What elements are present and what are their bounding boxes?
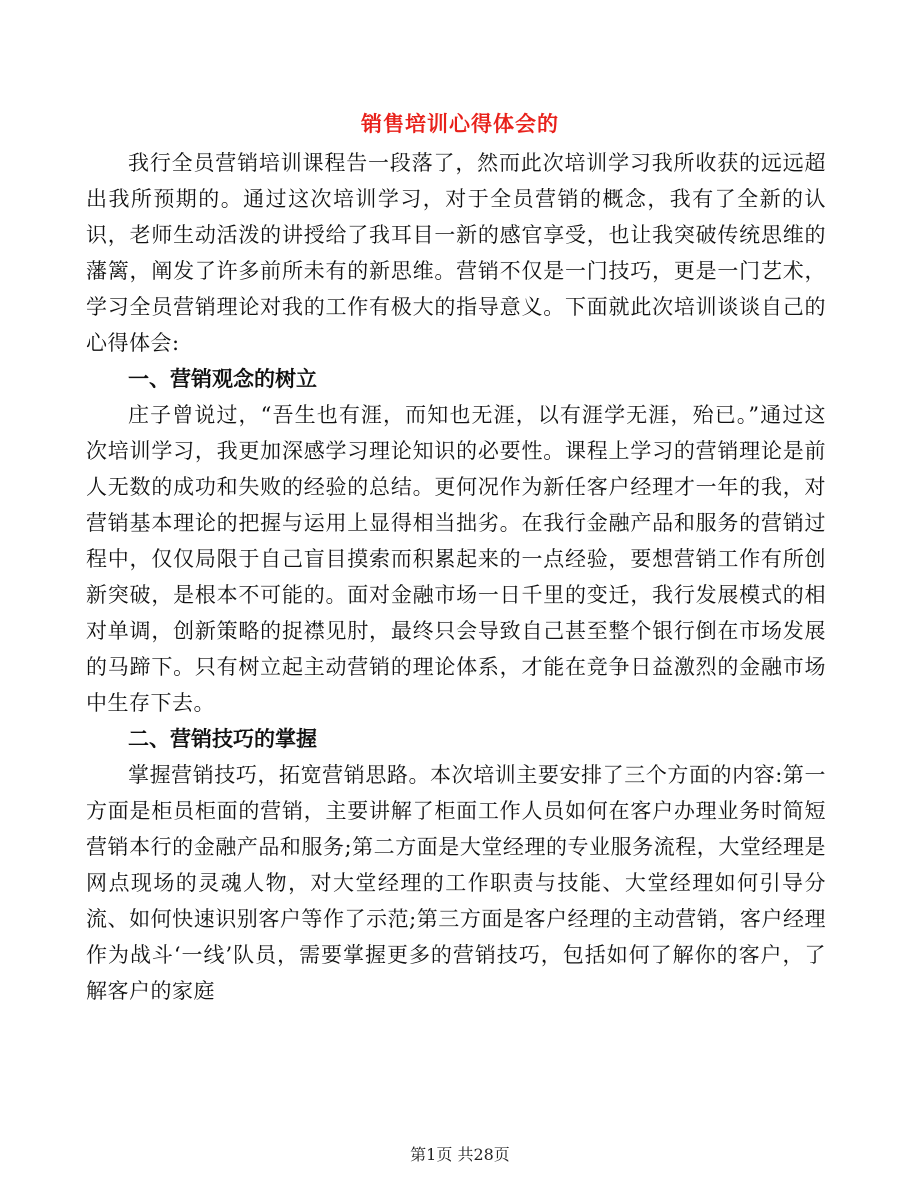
section-heading-2: 二、营销技巧的掌握: [128, 727, 317, 751]
paragraph-intro: 我行全员营销培训课程告一段落了，然而此次培训学习我所收获的远远超出我所预期的。通过这次培训学习，对于全员营销的概念，我有了全新的认识，老师生动活泼的讲授给了我耳目一新的感官享受，也让我突破传统思维的藩篱，阐发了许多前所未有的新思维。营销不仅是一门技巧，更是一门艺术，学习全员营销理论对我的工作有极大的指导意义。下面就此次培训谈谈自己的心得体会:: [86, 151, 826, 355]
section-heading-1: 一、营销观念的树立: [128, 367, 317, 391]
page-number-footer: 第1页 共28页: [410, 1145, 510, 1164]
paragraph-section-1: 庄子曾说过，“吾生也有涯，而知也无涯，以有涯学无涯，殆已。”通过这次培训学习，我更加深感学习理论知识的必要性。课程上学习的营销理论是前人无数的成功和失败的经验的总结。更何况作为新任客户经理才一年的我，对营销基本理论的把握与运用上显得相当拙劣。在我行金融产品和服务的营销过程中，仅仅局限于自己盲目摸索而积累起来的一点经验，要想营销工作有所创新突破，是根本不可能的。面对金融市场一日千里的变迁，我行发展模式的相对单调，创新策略的捉襟见肘，最终只会导致自己甚至整个银行倒在市场发展的马蹄下。只有树立起主动营销的理论体系，才能在竞争日益激烈的金融市场中生存下去。: [86, 403, 826, 715]
document-title: 销售培训心得体会的: [361, 112, 559, 136]
paragraph-section-2: 掌握营销技巧，拓宽营销思路。本次培训主要安排了三个方面的内容:第一方面是柜员柜面的营销，主要讲解了柜面工作人员如何在客户办理业务时简短营销本行的金融产品和服务;第二方面是大堂经理的专业服务流程，大堂经理是网点现场的灵魂人物，对大堂经理的工作职责与技能、大堂经理如何引导分流、如何快速识别客户等作了示范;第三方面是客户经理的主动营销，客户经理作为战斗‘一线’队员，需要掌握更多的营销技巧，包括如何了解你的客户，了解客户的家庭: [86, 763, 826, 1003]
document-body: [86, 145, 826, 1009]
